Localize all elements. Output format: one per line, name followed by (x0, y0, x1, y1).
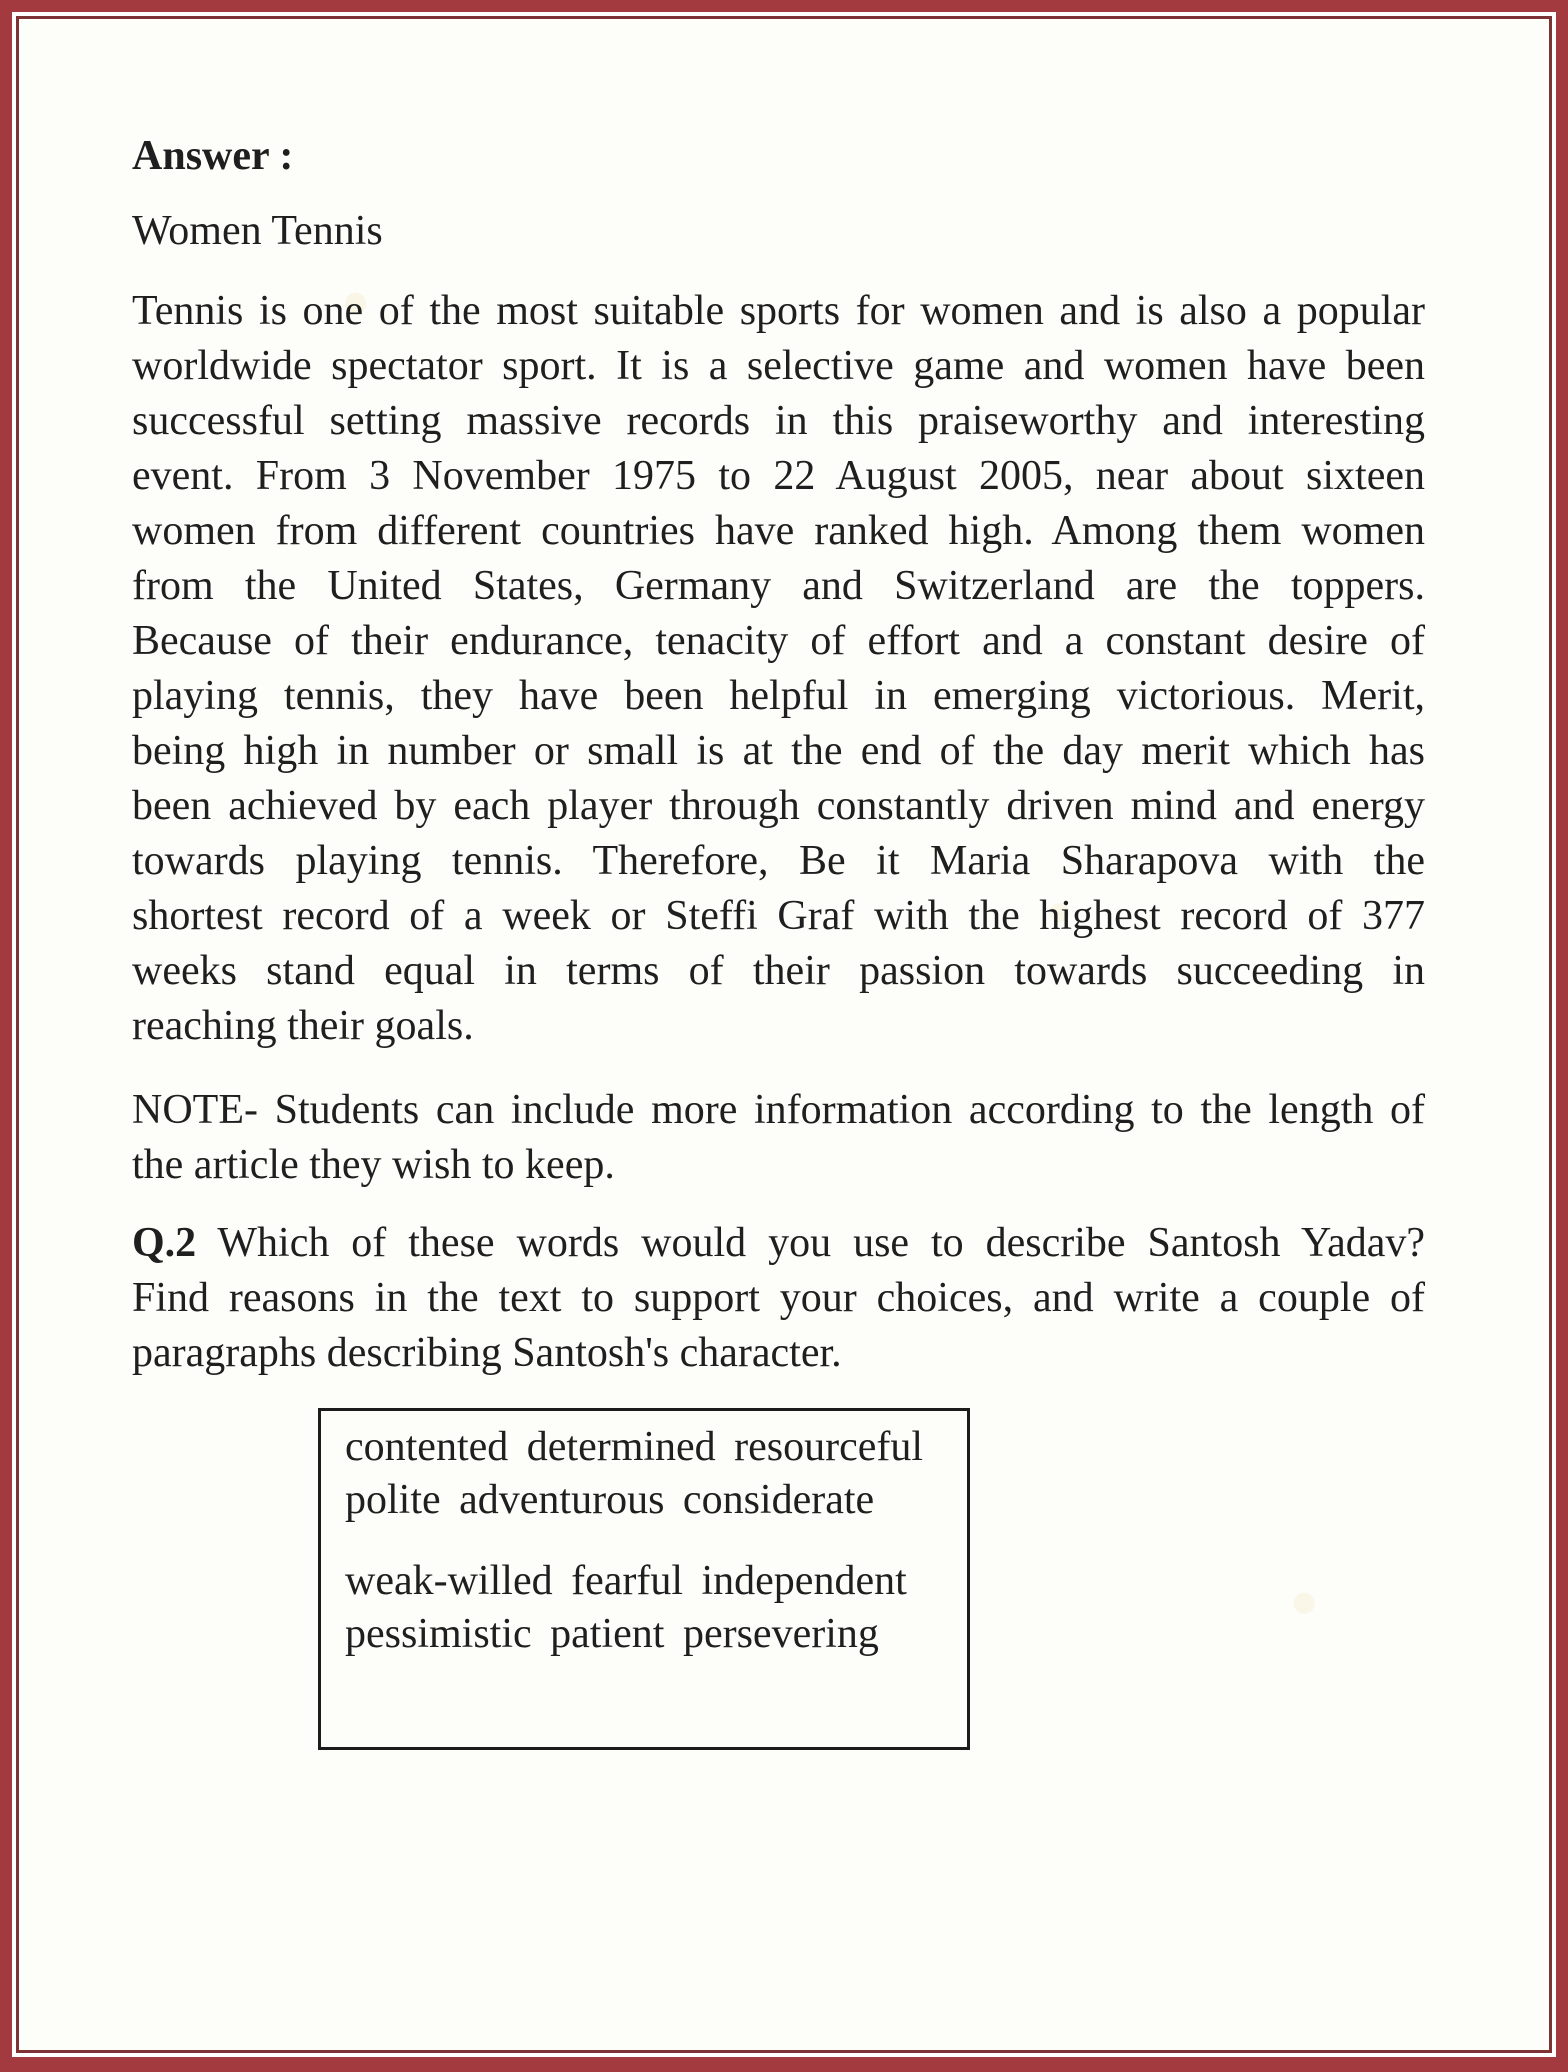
question-2-paragraph (132, 1216, 1425, 1381)
text-line: Tennis is one of the most suitable sports for women and is also a popular (132, 288, 1425, 334)
document-body (19, 19, 1549, 2050)
text-line: women from different countries have ranked high. Among them women (132, 508, 1425, 554)
note-paragraph (132, 1083, 1425, 1193)
text-line: shortest record of a week or Steffi Graf with the highest record of 377 (132, 893, 1425, 939)
text-line: being high in number or small is at the end of the day merit which has (132, 728, 1425, 774)
text-line: from the United States, Germany and Switzerland are the toppers. (132, 563, 1425, 609)
text-line: towards playing tennis. Therefore, Be it Maria Sharapova with the (132, 838, 1425, 884)
text-line: pessimistic patient persevering (345, 1611, 879, 1657)
text-line: reaching their goals. (132, 1003, 474, 1049)
text-line: playing tennis, they have been helpful in emerging victorious. Merit, (132, 673, 1425, 719)
question-2-label: Q.2 (132, 1220, 197, 1266)
question-2-text: Which of these words would you use to describe Santosh Yadav? (217, 1220, 1426, 1266)
page-content-area (16, 16, 1552, 2053)
text-line: contented determined resourceful (345, 1424, 924, 1470)
text-line: worldwide spectator sport. It is a selective game and women have been (132, 343, 1425, 389)
text-line: polite adventurous considerate (345, 1477, 875, 1523)
word-group-positive (345, 1421, 947, 1527)
text-line (132, 1216, 1425, 1271)
text-line: paragraphs describing Santosh's character. (132, 1330, 842, 1376)
text-line: the article they wish to keep. (132, 1142, 615, 1188)
text-line: been achieved by each player through constantly driven mind and energy (132, 783, 1425, 829)
text-line: Because of their endurance, tenacity of effort and a constant desire of (132, 618, 1425, 664)
answer-paragraph (132, 284, 1425, 1054)
text-line: NOTE- Students can include more information according to the length of (132, 1087, 1425, 1133)
text-line: Find reasons in the text to support your choices, and write a couple of (132, 1275, 1425, 1321)
page-border-gap (12, 12, 1556, 2057)
answer-heading: Answer : (132, 133, 294, 179)
text-line: weeks stand equal in terms of their passion towards succeeding in (132, 948, 1425, 994)
word-group-negative (345, 1555, 947, 1661)
text-line: event. From 3 November 1975 to 22 August 2005, near about sixteen (132, 453, 1425, 499)
word-choice-box (318, 1408, 970, 1750)
text-line: successful setting massive records in this praiseworthy and interesting (132, 398, 1425, 444)
answer-subheading: Women Tennis (132, 208, 383, 254)
text-line: weak-willed fearful independent (345, 1558, 907, 1604)
